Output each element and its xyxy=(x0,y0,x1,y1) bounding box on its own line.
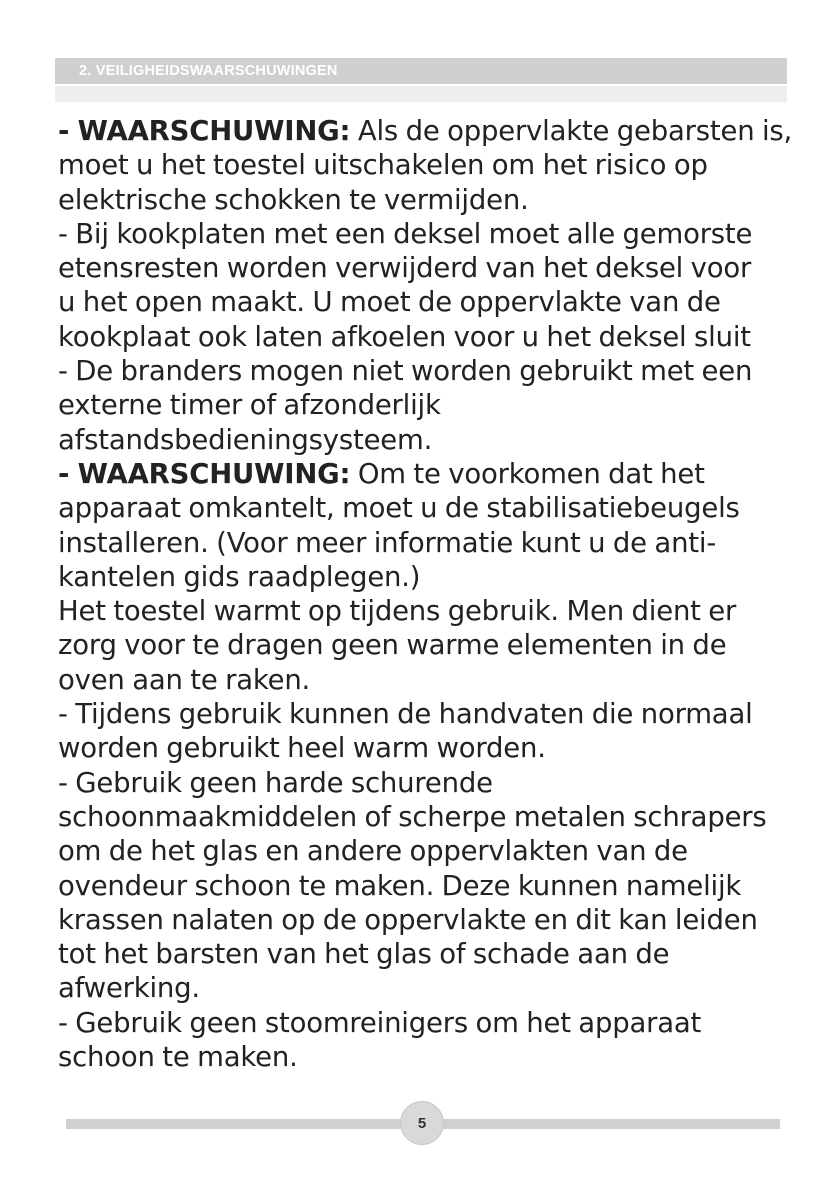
line-text: Om te voorkomen dat het xyxy=(350,457,705,490)
text-line: - Gebruik geen stoomreinigers om het apparaat xyxy=(58,1006,702,1039)
section-header-bar xyxy=(55,58,787,84)
page-number: 5 xyxy=(417,1114,427,1132)
text-line: apparaat omkantelt, moet u de stabilisatiebeugels xyxy=(58,492,740,525)
text-line: schoonmaakmiddelen of scherpe metalen schrapers xyxy=(58,800,767,833)
text-line xyxy=(58,457,786,491)
text-line: moet u het toestel uitschakelen om het risico op xyxy=(58,149,708,182)
text-line: ovendeur schoon te maken. Deze kunnen namelijk xyxy=(58,869,742,902)
text-line: zorg voor te dragen geen warme elementen in de xyxy=(58,629,727,662)
text-line: schoon te maken. xyxy=(58,1041,298,1074)
text-line: - Gebruik geen harde schurende xyxy=(58,766,493,799)
text-line: - Tijdens gebruik kunnen de handvaten die normaal xyxy=(58,698,753,731)
text-line: u het open maakt. U moet de oppervlakte van de xyxy=(58,286,721,319)
text-line: kookplaat ook laten afkoelen voor u het deksel sluit xyxy=(58,320,751,353)
text-line: oven aan te raken. xyxy=(58,663,311,696)
text-line: - Bij kookplaten met een deksel moet alle gemorste xyxy=(58,217,753,250)
section-title: 2. VEILIGHEIDSWAARSCHUWINGEN xyxy=(79,63,338,79)
text-line: installeren. (Voor meer informatie kunt u de anti- xyxy=(58,526,717,559)
page-number-badge xyxy=(400,1101,444,1145)
text-line: Het toestel warmt op tijdens gebruik. Men dient er xyxy=(58,595,737,628)
text-line: etensresten worden verwijderd van het deksel voor xyxy=(58,252,752,285)
line-text: Als de oppervlakte gebarsten is, xyxy=(350,115,793,147)
text-line: externe timer of afzonderlijk xyxy=(58,389,441,422)
text-line: elektrische schokken te vermijden. xyxy=(58,183,529,216)
text-line: krassen nalaten op de oppervlakte en dit kan leiden xyxy=(58,903,758,936)
header-divider xyxy=(55,86,787,102)
text-line: om de het glas en andere oppervlakten van de xyxy=(58,835,688,868)
warning-label: - WAARSCHUWING: xyxy=(58,457,351,490)
text-line xyxy=(58,114,793,148)
text-line: worden gebruikt heel warm worden. xyxy=(58,732,546,765)
document-body xyxy=(58,114,793,1074)
text-line: tot het barsten van het glas of schade aan de xyxy=(58,938,670,971)
text-line: - De branders mogen niet worden gebruikt met een xyxy=(58,355,753,388)
text-line: kantelen gids raadplegen.) xyxy=(58,560,421,593)
text-line: afwerking. xyxy=(58,972,200,1005)
text-line: afstandsbedieningsysteem. xyxy=(58,423,433,456)
warning-label: - WAARSCHUWING: xyxy=(58,115,351,147)
